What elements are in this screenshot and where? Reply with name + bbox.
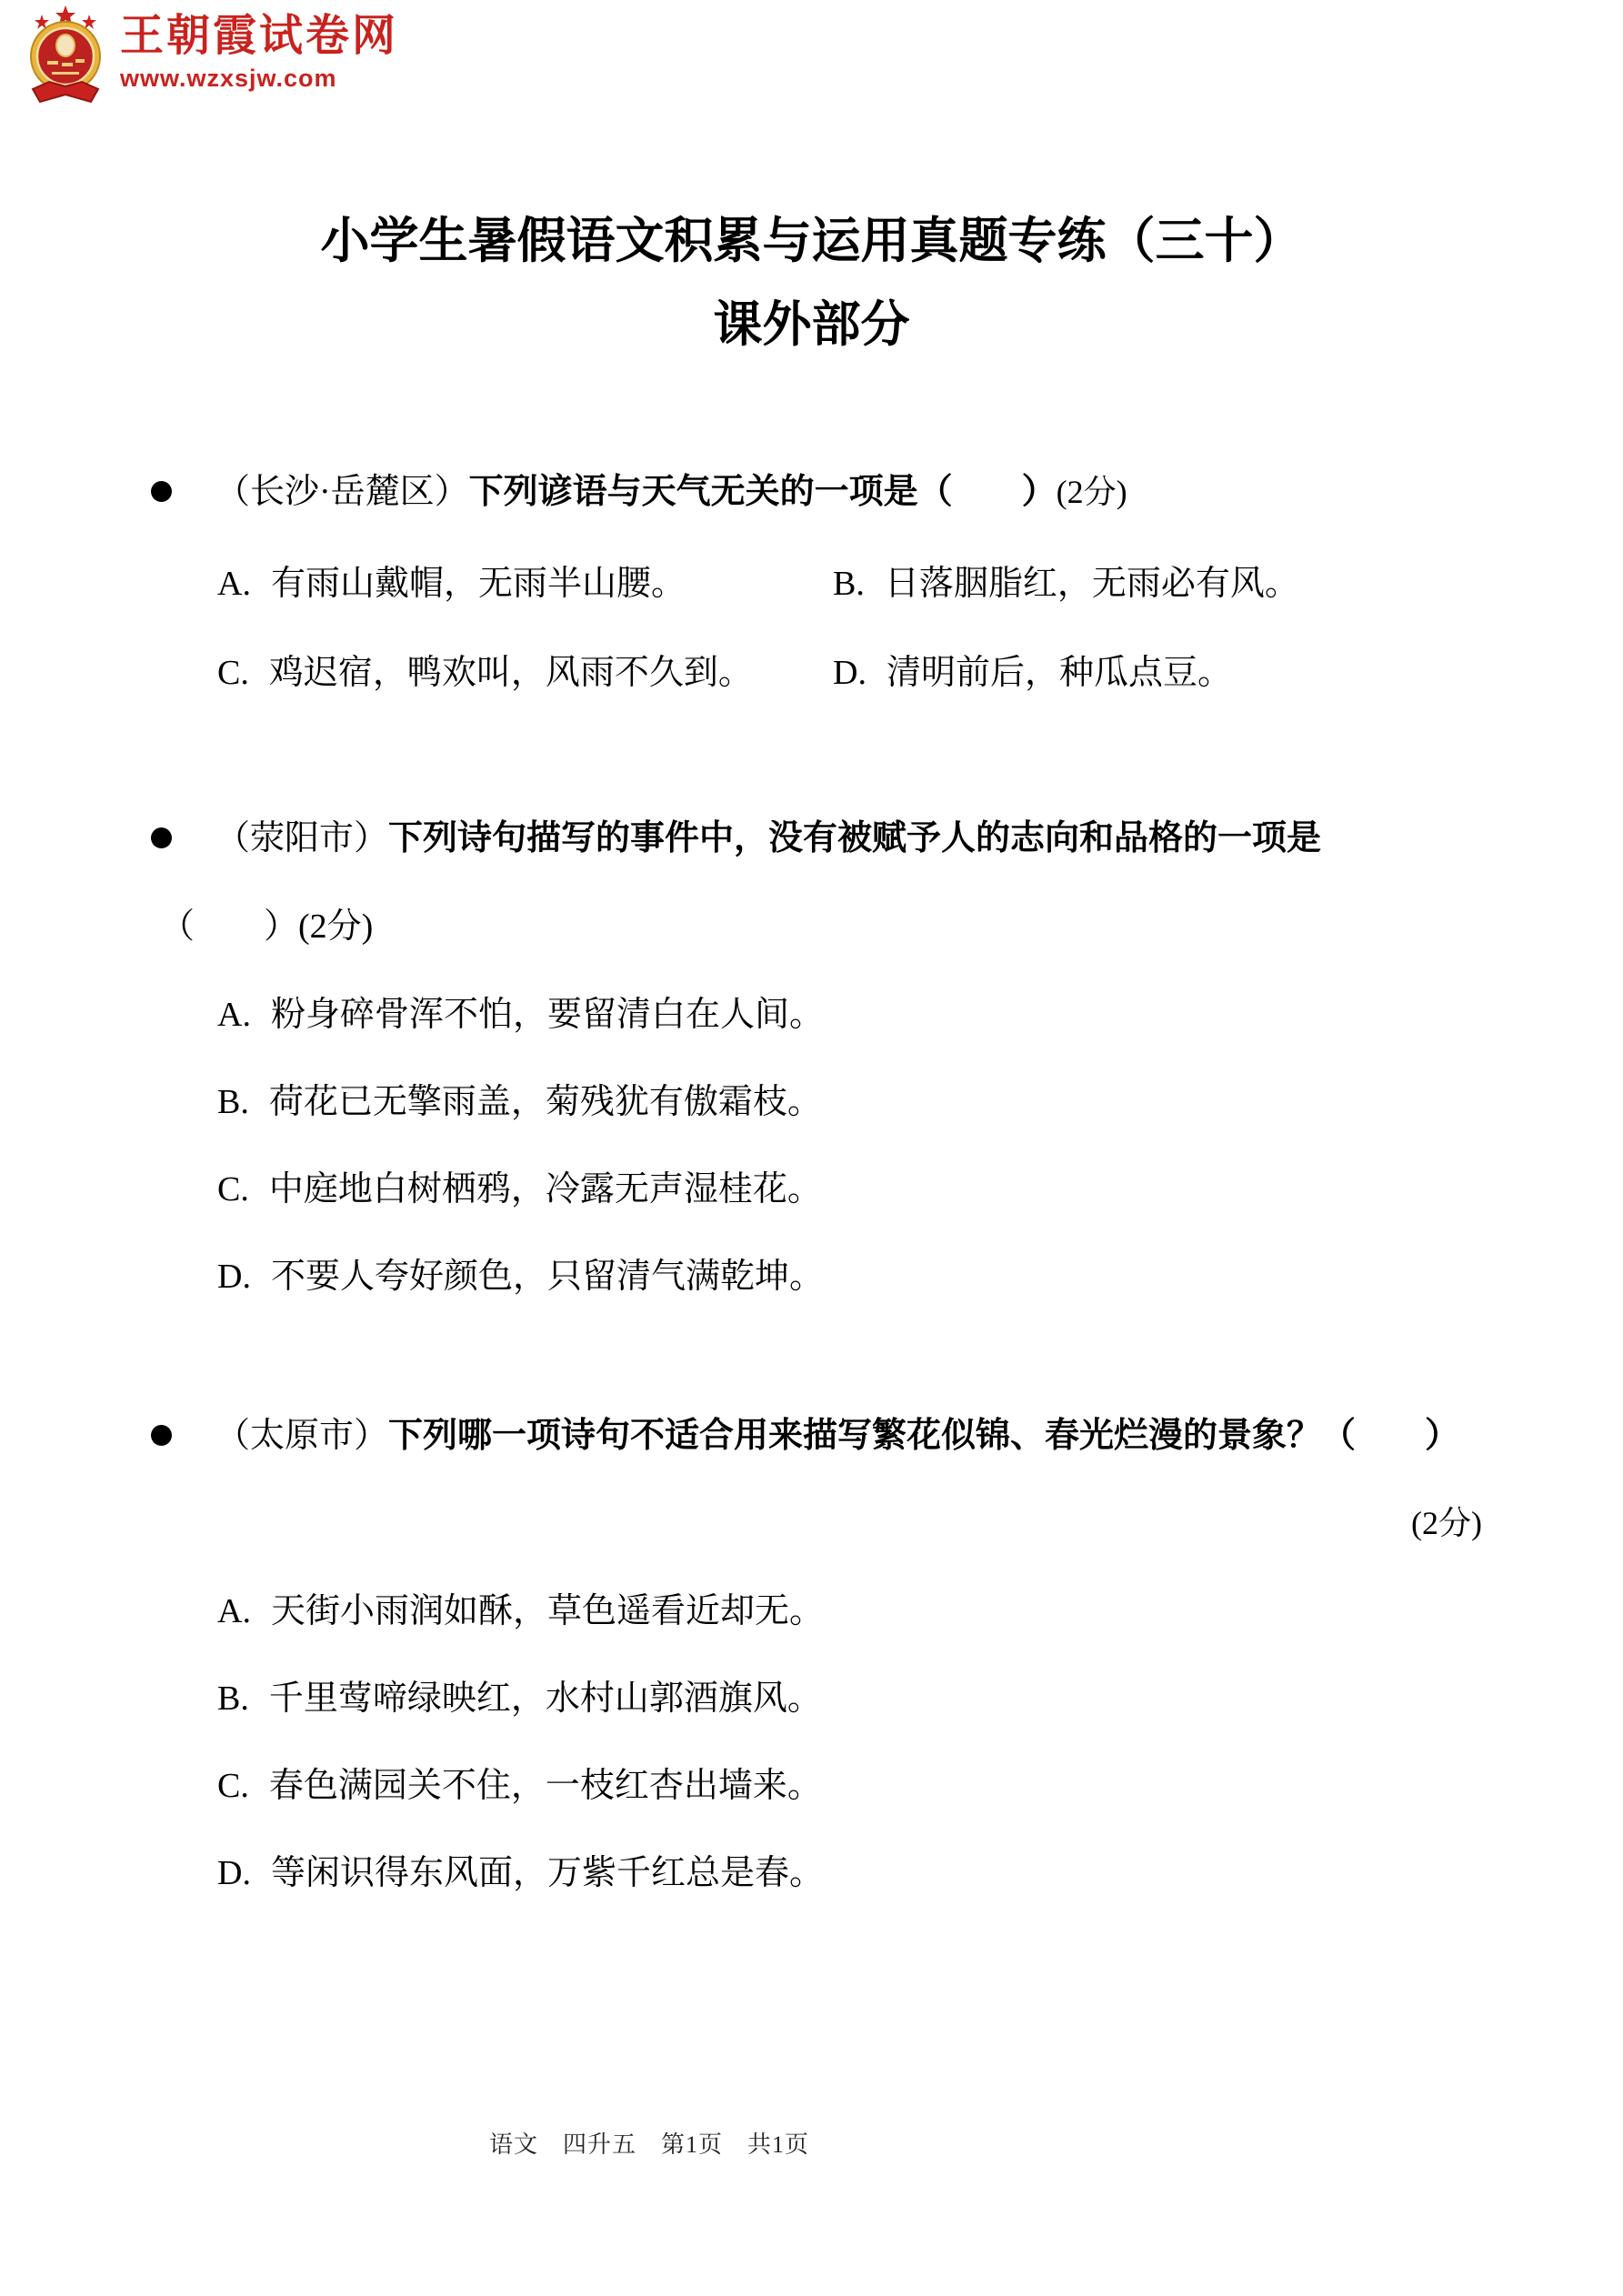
question-3-text: 下列哪一项诗句不适合用来描写繁花似锦、春光烂漫的景象？（ ）	[388, 1417, 1460, 1455]
question-2-text: 下列诗句描写的事件中，没有被赋予人的志向和品格的一项是	[388, 819, 1322, 857]
option-label: B.	[833, 565, 865, 603]
site-logo	[24, 5, 398, 105]
option-text: 清明前后，种瓜点豆。	[886, 654, 1232, 692]
option-label: C.	[217, 1170, 249, 1208]
site-name: 王朝霞试卷网	[120, 12, 399, 60]
question-1-option-b	[833, 565, 1299, 605]
medal-icon	[24, 5, 107, 105]
question-2-option-b	[217, 1083, 822, 1123]
option-label: B.	[217, 1679, 249, 1718]
option-text: 天街小雨润如酥，草色遥看近却无。	[270, 1592, 824, 1630]
question-3-score: (2分)	[1411, 1505, 1482, 1541]
option-label: C.	[217, 1767, 249, 1805]
question-3-stem	[215, 1417, 1459, 1457]
option-label: D.	[217, 1854, 251, 1892]
option-label: D.	[833, 654, 867, 692]
option-label: A.	[217, 1592, 251, 1630]
question-3-option-a	[217, 1592, 824, 1632]
question-1-option-c	[217, 654, 753, 694]
option-text: 春色满园关不住，一枝红杏出墙来。	[268, 1767, 822, 1805]
question-2-answer-blank: （ ）(2分)	[160, 907, 374, 946]
question-1-score: (2分)	[1056, 474, 1127, 510]
question-2-option-d	[217, 1258, 824, 1298]
option-text: 粉身碎骨浑不怕，要留清白在人间。	[270, 996, 824, 1034]
question-1-option-d	[833, 654, 1232, 694]
question-1-stem	[215, 473, 1127, 513]
option-text: 鸡迟宿，鸭欢叫，风雨不久到。	[268, 654, 753, 692]
bullet-icon	[151, 481, 172, 502]
bullet-icon	[151, 827, 172, 848]
site-url: www.wzxsjw.com	[120, 64, 337, 92]
brand-text	[120, 5, 398, 92]
option-text: 有雨山戴帽，无雨半山腰。	[270, 565, 686, 603]
option-text: 等闲识得东风面，万紫千红总是春。	[270, 1854, 824, 1892]
page-title: 小学生暑假语文积累与运用真题专练（三十）	[320, 214, 1303, 268]
question-2-source: （荥阳市）	[215, 819, 389, 857]
question-3-option-d	[217, 1854, 824, 1894]
option-label: C.	[217, 654, 249, 692]
option-text: 中庭地白树栖鸦，冷露无声湿桂花。	[268, 1170, 822, 1208]
question-1-text: 下列谚语与天气无关的一项是（ ）	[468, 473, 1057, 511]
option-label: D.	[217, 1258, 251, 1296]
option-label: B.	[217, 1083, 249, 1121]
question-2-option-c	[217, 1170, 822, 1210]
option-text: 不要人夸好颜色，只留清气满乾坤。	[270, 1258, 824, 1296]
question-2-option-a	[217, 996, 824, 1036]
option-text: 千里莺啼绿映红，水村山郭酒旗风。	[268, 1679, 822, 1718]
question-1-source: （长沙·岳麓区）	[215, 473, 469, 511]
option-text: 荷花已无擎雨盖，菊残犹有傲霜枝。	[268, 1083, 822, 1121]
page-footer: 语文 四升五 第1页 共1页	[488, 2131, 810, 2158]
bullet-icon	[151, 1425, 172, 1446]
question-3-option-c	[217, 1767, 822, 1807]
question-3-source: （太原市）	[215, 1417, 389, 1455]
page-subtitle: 课外部分	[713, 297, 910, 352]
question-3-option-b	[217, 1679, 822, 1719]
option-label: A.	[217, 565, 251, 603]
option-text: 日落胭脂红，无雨必有风。	[884, 565, 1299, 603]
option-label: A.	[217, 996, 251, 1034]
question-2-stem	[215, 819, 1321, 859]
question-1-option-a	[217, 565, 686, 605]
